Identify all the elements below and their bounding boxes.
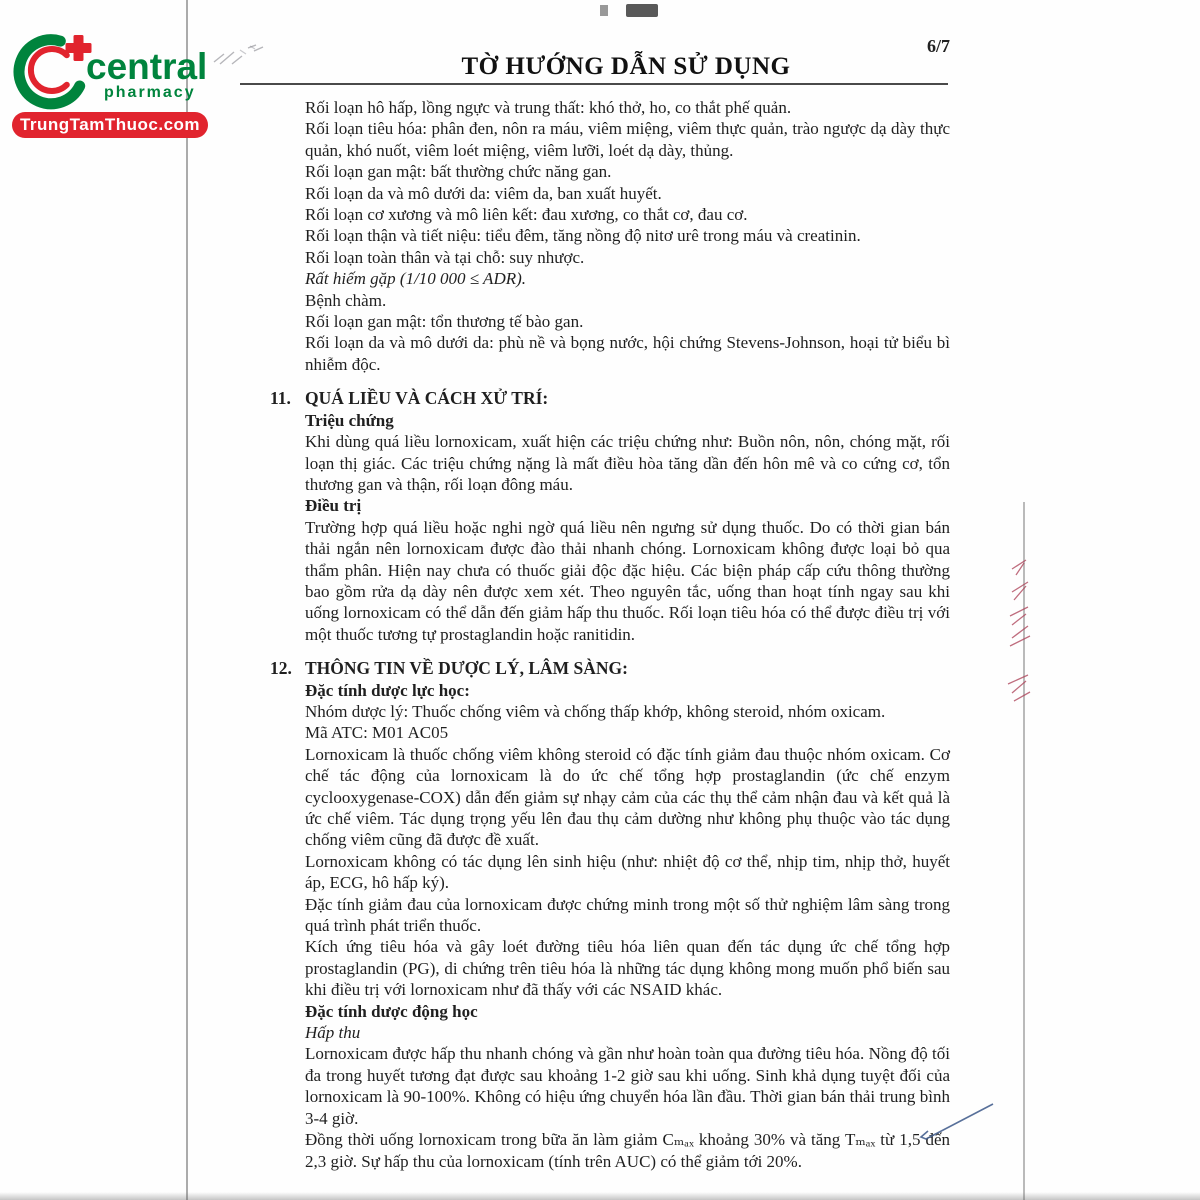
scan-artifact-top-small [600, 5, 608, 16]
body-paragraph: Lornoxicam không có tác dụng lên sinh hiệu (như: nhiệt độ cơ thể, nhịp tim, nhịp thở, huyết áp, ECG, hô hấp ký). [305, 851, 950, 893]
section-number: 12. [270, 658, 292, 679]
central-pharmacy-c-icon [12, 30, 96, 114]
body-paragraph: Kích ứng tiêu hóa và gây loét đường tiêu hóa liên quan đến tác dụng ức chế tổng hợp prostaglandin (PG), di chứng trên tiêu hóa là những tác dụng không mong muốn phổ biến sau khi điều trị với lornoxicam như đã thấy với các NSAID khác. [305, 937, 950, 1000]
body-line: Rối loạn gan mật: tổn thương tế bào gan. [305, 312, 584, 332]
section-12-body [305, 680, 950, 1172]
atc-code-line: Mã ATC: M01 AC05 [305, 723, 449, 743]
scan-bottom-edge [0, 1192, 1200, 1200]
body-line: Nhóm dược lý: Thuốc chống viêm và chống thấp khớp, không steroid, nhóm oxicam. [305, 701, 886, 721]
body-line: Rối loạn gan mật: bất thường chức năng gan. [305, 162, 612, 182]
scan-edge-left-line [186, 0, 188, 1200]
scan-artifact-top [626, 4, 658, 17]
body-paragraph: Rối loạn tiêu hóa: phân đen, nôn ra máu, viêm miệng, viêm thực quản, trào ngược dạ dày thực quản, khó nuốt, viêm loét miệng, viêm lưỡi, loét dạ dày, thủng. [305, 119, 950, 160]
section-title: THÔNG TIN VỀ DƯỢC LÝ, LÂM SÀNG: [305, 658, 628, 679]
body-paragraph: Trường hợp quá liều hoặc nghi ngờ quá liều nên ngưng sử dụng thuốc. Do có thời gian bán thải ngắn nên lornoxicam được đào thải nhanh chóng. Lornoxicam không được loại bỏ qua thẩm phân. Hiện nay chưa có thuốc giải độc đặc hiệu. Các biện pháp cấp cứu thông thường bao gồm rửa dạ dày nên được xem xét. Theo nguyên tắc, uống than hoạt tính ngay sau khi uống lornoxicam có thể dẫn đến giảm hấp thu thuốc. Rối loạn tiêu hóa có thể được điều trị với một thuốc tương tự prostaglandin hoặc ranitidin. [305, 517, 950, 644]
subheading: Điều trị [305, 496, 362, 516]
body-line: Rối loạn hô hấp, lồng ngực và trung thất: khó thở, ho, co thắt phế quản. [305, 98, 792, 117]
body-line: Rối loạn da và mô dưới da: viêm da, ban xuất huyết. [305, 183, 662, 203]
body-paragraph: Lornoxicam được hấp thu nhanh chóng và gần như hoàn toàn qua đường tiêu hóa. Nồng độ tối đa trong huyết tương đạt được sau khoảng 1-2 giờ sau khi uống. Sinh khả dụng tuyệt đối của lornoxicam là 90-100%. Không có hiệu ứng chuyển hóa lần đầu. Thời gian bán thải trung bình 3-4 giờ. [305, 1044, 950, 1128]
section-title: QUÁ LIỀU VÀ CÁCH XỬ TRÍ: [305, 388, 549, 409]
subheading: Đặc tính dược động học [305, 1001, 478, 1021]
logo-sub-text: pharmacy [104, 84, 196, 101]
body-line: Rối loạn thận và tiết niệu: tiểu đêm, tăng nồng độ nitơ urê trong máu và creatinin. [305, 226, 861, 246]
subheading: Triệu chứng [305, 410, 394, 430]
section-11-heading [270, 388, 950, 409]
frequency-note: Rất hiếm gặp (1/10 000 ≤ ADR). [305, 269, 527, 289]
document-body [270, 97, 950, 1172]
page-number: 6/7 [926, 36, 950, 56]
body-paragraph: Lornoxicam là thuốc chống viêm không steroid có đặc tính giảm đau thuộc nhóm oxicam. Cơ chế tác động của lornoxicam là do ức chế tổng hợp prostaglandin (ức chế enzym cyclooxygenase-COX) dẫn đến giảm sự nhạy cảm của các thụ thể cảm nhận đau và kết quả là ức chế viêm. Tác dụng trọng yếu lên đau thụ cảm dường như không phụ thuộc vào tác dụng chống viêm cũng đã được đề xuất. [305, 744, 950, 850]
body-paragraph: Đặc tính giảm đau của lornoxicam được chứng minh trong một số thử nghiệm lâm sàng trong quá trình phát triển thuốc. [305, 894, 950, 936]
scan-edge-right-line [1023, 502, 1025, 1200]
body-paragraph: Đồng thời uống lornoxicam trong bữa ăn làm giảm Cₘₐₓ khoảng 30% và tăng Tₘₐₓ từ 1,5 đến 2,3 giờ. Sự hấp thu của lornoxicam (tính trên AUC) có thể giảm tới 20%. [305, 1130, 950, 1171]
document-title: TỜ HƯỚNG DẪN SỬ DỤNG [461, 53, 791, 80]
section-11-body [305, 410, 950, 645]
adr-list [305, 97, 950, 375]
section-12-heading [270, 658, 950, 679]
body-line: Rối loạn toàn thân và tại chỗ: suy nhược. [305, 247, 585, 267]
logo-badge: TrungTamThuoc.com [12, 112, 208, 138]
section-number: 11. [270, 388, 291, 409]
red-handwriting-marks [1008, 560, 1030, 701]
body-line: Bệnh chàm. [305, 290, 387, 310]
logo-brand-text: central [86, 46, 208, 87]
body-paragraph: Khi dùng quá liều lornoxicam, xuất hiện các triệu chứng như: Buồn nôn, nôn, chóng mặt, rối loạn thị giác. Các triệu chứng nặng là mất điều hòa tăng dần đến hôn mê và co cứng cơ, tổn thương gan và thận, rối loạn đông máu. [305, 432, 950, 494]
pharmacy-logo [8, 22, 223, 144]
body-line: Rối loạn cơ xương và mô liên kết: đau xương, co thắt cơ, đau cơ. [305, 205, 748, 225]
subheading: Đặc tính dược lực học: [305, 680, 470, 700]
body-paragraph: Rối loạn da và mô dưới da: phù nề và bọng nước, hội chứng Stevens-Johnson, hoại tử biểu bì nhiễm độc. [305, 333, 950, 374]
subheading-italic: Hấp thu [305, 1023, 361, 1043]
title-underline-rule [240, 83, 948, 85]
